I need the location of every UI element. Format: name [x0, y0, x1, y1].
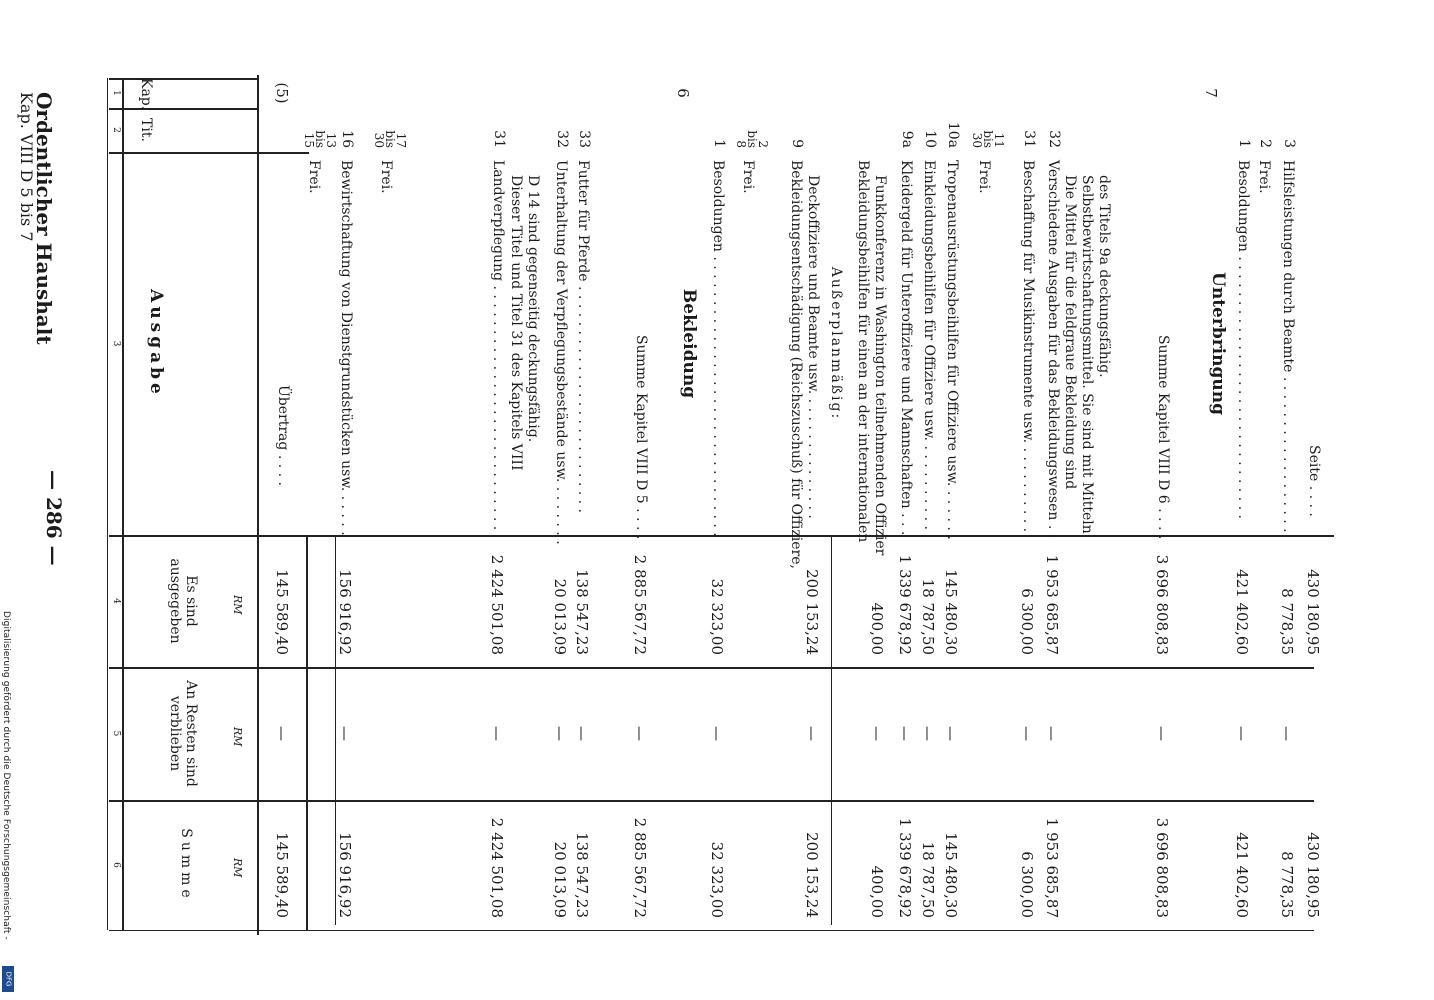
row-tit: 33 — [576, 130, 592, 148]
row-text: Landverpflegung . . . . . . . . . . . . . . . . . . . . . . . . . . . . — [490, 160, 506, 531]
row-reste: — — [551, 726, 569, 741]
row-tit: 2 — [1257, 139, 1273, 148]
row-summe: 421 402,60 — [1233, 832, 1251, 918]
row-summe: 400,00 — [868, 865, 886, 918]
row-reste: — — [803, 726, 821, 741]
row-ausgegeben: 421 402,60 — [1233, 569, 1251, 655]
row-summe: 20 013,09 — [551, 841, 569, 918]
header-tit: Tit. — [138, 118, 154, 142]
row-text-note: des Titels 9a deckungsfähig. — [1096, 175, 1112, 378]
row-reste: — — [1278, 726, 1296, 741]
row-text: Bewirtschaftung von Dienstgrundstücken usw. . . . . . — [338, 160, 354, 536]
row-tit: 32 — [1046, 130, 1062, 148]
row-summe: 6 300,00 — [1018, 851, 1036, 918]
row-tit: 31 — [491, 130, 507, 148]
colnum-rule — [107, 78, 108, 930]
table-top-rule — [122, 78, 124, 930]
row-summe: 1 953 685,87 — [1043, 817, 1061, 918]
row-ausgegeben: 6 300,00 — [1018, 588, 1036, 655]
header-summe: Summe — [178, 828, 194, 902]
row-tit: 32 — [554, 130, 570, 148]
row-ausgegeben: 18 787,50 — [919, 578, 937, 655]
row-text: Frei. — [1256, 160, 1272, 194]
row-reste: — — [573, 726, 591, 741]
sum-rule-3 — [306, 535, 308, 930]
row-text: Tropenausrüstungsbeihilfen für Offiziere usw. . . . . . . — [944, 160, 960, 540]
row-ausgegeben: 3 696 808,83 — [1153, 554, 1171, 655]
row-reste: — — [1018, 726, 1036, 741]
row-summe: 2 885 567,72 — [631, 817, 649, 918]
row-reste: — — [631, 726, 649, 741]
row-summe: 145 480,30 — [942, 832, 960, 918]
row-summe: 145 589,40 — [273, 832, 291, 918]
row-summe: 1 339 678,92 — [896, 817, 914, 918]
row-ausgegeben: 2 885 567,72 — [631, 554, 649, 655]
col-line-2 — [109, 108, 259, 110]
row-ausgegeben: 32 323,00 — [708, 578, 726, 655]
row-ausgegeben: 1 953 685,87 — [1043, 554, 1061, 655]
row-ausgegeben: 156 916,92 — [336, 569, 354, 655]
header-bottom-rule — [257, 75, 259, 935]
row-text: Unterhaltung der Verpflegungsbestände usw. . . . . . . . — [553, 160, 569, 545]
row-tit: 31 — [1021, 130, 1037, 148]
row-text-note: Die Mittel für die feldgraue Bekleidung sind — [1062, 175, 1078, 490]
row-text-cont: Funkkonferenz in Washington teilnehmenden Offizier — [872, 175, 888, 556]
row-tit: 16 — [339, 130, 355, 148]
row-kap: 7 — [1202, 88, 1220, 98]
row-reste: — — [1043, 726, 1061, 741]
page-subtitle: Kap. VIII D 5 bis 7 — [17, 92, 36, 242]
row-ausgegeben: 2 424 501,08 — [488, 554, 506, 655]
row-text-note: Dieser Titel und Titel 31 des Kapitels VIII — [508, 175, 524, 471]
row-tit: 13 bis 15 — [302, 130, 338, 148]
row-kap: 6 — [674, 88, 692, 98]
header-ausgabe: Ausgabe — [146, 289, 166, 398]
row-ausgegeben: 200 153,24 — [803, 569, 821, 655]
row-summe: 18 787,50 — [919, 841, 937, 918]
row-tit: 11 bis 30 — [970, 130, 1006, 148]
currency-reste: RM — [231, 727, 244, 747]
row-text: Hilfsleistungen durch Beamte . . . . . . . . . . . . . . . . . . — [1280, 160, 1296, 533]
dfg-logo: DFG — [2, 966, 14, 992]
row-tit: 17 bis 30 — [372, 130, 408, 148]
colnum-3: 3 — [111, 340, 121, 347]
row-reste: — — [1153, 726, 1171, 741]
row-text: Bekleidungsbeihilfen für einen an der internationalen — [855, 160, 871, 543]
row-ausgegeben: 400,00 — [868, 602, 886, 655]
row-ausgegeben: 8 778,35 — [1278, 588, 1296, 655]
row-tit: 9 — [789, 139, 805, 148]
currency-ausgegeben: RM — [231, 595, 244, 615]
row-summe: 3 696 808,83 — [1153, 817, 1171, 918]
row-reste: — — [708, 726, 726, 741]
page-total-label: Seite . . . . — [1306, 445, 1322, 517]
row-reste: — — [868, 726, 886, 741]
row-sum-text: Summe Kapitel VIII D 5 . . . . — [633, 335, 649, 540]
row-ausgegeben: 138 547,23 — [573, 569, 591, 655]
currency-summe: RM — [231, 858, 244, 878]
col-line-3 — [109, 152, 309, 154]
row-sum-text: Summe Kapitel VIII D 6 . . . . — [1155, 335, 1171, 540]
row-text: Besoldungen . . . . . . . . . . . . . . . . . . . . . . . . . . . . . . . . — [710, 160, 726, 537]
row-reste: — — [896, 726, 914, 741]
row-reste: — — [919, 726, 937, 741]
row-tit: 2 bis 8 — [734, 130, 770, 148]
row-summe: 32 323,00 — [708, 841, 726, 918]
row-ausgegeben: 145 589,40 — [273, 569, 291, 655]
row-text: Beschaffung für Musikinstrumente usw. . . . . . . . . . . — [1020, 160, 1036, 533]
row-reste: — — [336, 726, 354, 741]
page-title: Ordentlicher Haushalt — [32, 92, 56, 345]
extra-budget-label: Außerplanmäßig: — [828, 266, 844, 421]
sum-rule-1 — [831, 535, 832, 925]
row-text-cont: Deckoffiziere und Beamte usw. . . . . . . . . . . . . . . — [805, 175, 821, 519]
row-summe: 200 153,24 — [803, 832, 821, 918]
colnum-5: 5 — [111, 730, 121, 737]
section-heading: Unterbringung — [1208, 272, 1228, 415]
row-text: Frei. — [740, 160, 756, 194]
row-reste: — — [273, 726, 291, 741]
row-text: Verschiedene Ausgaben für das Bekleidungswesen . . — [1045, 160, 1061, 539]
row-summe: 8 778,35 — [1278, 851, 1296, 918]
page-total-summe: 430 180,95 — [1304, 832, 1322, 918]
row-text: Einkleidungsbeihilfen für Offiziere usw. . . . . . . . . . . — [921, 160, 937, 530]
row-text: Frei. — [306, 160, 322, 194]
row-reste: — — [1233, 726, 1251, 741]
row-reste: — — [488, 726, 506, 741]
row-text: Übertrag . . . . — [275, 385, 291, 486]
row-text: Frei. — [378, 160, 394, 194]
section-heading: Bekleidung — [679, 288, 699, 399]
row-ausgegeben: 145 480,30 — [942, 569, 960, 655]
header-reste: An Resten sind verblieben — [167, 680, 199, 787]
colnum-1: 1 — [111, 90, 121, 96]
row-text: Futter für Pferde . . . . . . . . . . . . . . . . . . . . . . . . . . — [575, 160, 591, 513]
header-kap: Kap. — [138, 78, 154, 111]
row-tit: 10a — [945, 121, 961, 148]
digitization-note-text: Digitalisierung gefördert durch die Deutsche Forschungsgemeinschaft - — [1, 611, 11, 940]
row-ausgegeben: 20 013,09 — [551, 578, 569, 655]
header-ausgegeben: Es sind ausgegeben — [167, 558, 199, 644]
row-tit: 10 — [922, 130, 938, 148]
row-tit: 9a — [899, 130, 915, 148]
row-summe: 138 547,23 — [573, 832, 591, 918]
row-summe: 2 424 501,08 — [488, 817, 506, 918]
row-text: Besoldungen . . . . . . . . . . . . . . . . . . . . . . . . . . . . . . — [1235, 160, 1251, 519]
row-tit: 1 — [1236, 139, 1252, 148]
row-kap: (5) — [273, 82, 291, 104]
colnum-6: 6 — [111, 862, 121, 868]
row-summe: 156 916,92 — [336, 832, 354, 918]
page-number: — 286 — — [42, 470, 66, 566]
row-text: Frei. — [976, 160, 992, 194]
col-line-7 — [109, 930, 1314, 931]
row-tit: 1 — [711, 139, 727, 148]
row-text: Bekleidungsentschädigung (Reichszuschuß) für Offiziere, — [788, 160, 804, 569]
row-text-note: Selbstbewirtschaftungsmittel. Sie sind mit Mitteln — [1079, 175, 1095, 534]
colnum-2: 2 — [111, 127, 121, 133]
row-tit: 3 — [1281, 139, 1297, 148]
row-text-note: D 14 sind gegenseitig deckungsfähig. — [525, 175, 541, 443]
row-reste: — — [942, 726, 960, 741]
colnum-4: 4 — [111, 598, 121, 604]
row-text: Kleidergeld für Unteroffiziere und Mannschaften . . . — [898, 160, 914, 536]
row-ausgegeben: 1 339 678,92 — [896, 554, 914, 655]
col-line-1 — [109, 78, 259, 80]
page-total-ausgegeben: 430 180,95 — [1304, 569, 1322, 655]
